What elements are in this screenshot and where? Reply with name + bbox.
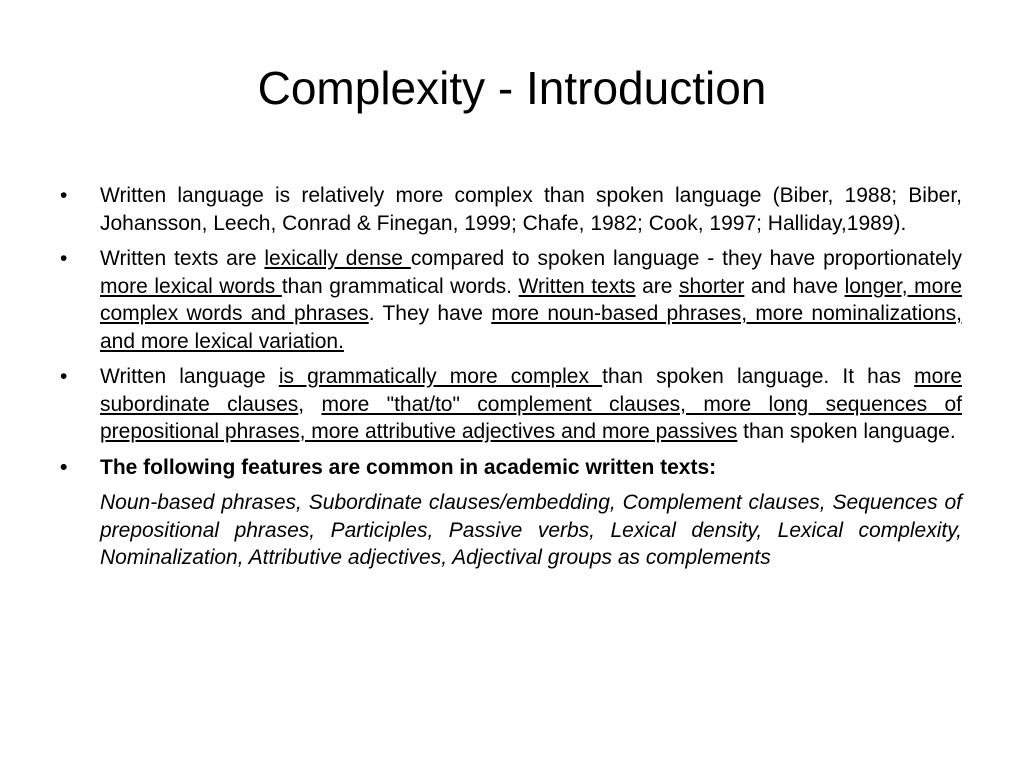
bullet-text: than spoken language. It has	[602, 365, 915, 388]
bullet-dot-icon: •	[60, 247, 68, 270]
bullet-text: . They have	[368, 302, 492, 325]
bullet-text: and have	[744, 274, 845, 298]
underlined-phrase: more "that/to" complement clauses, more long sequences of prepositional phrases, more attributive adjectives and more passives	[100, 392, 962, 443]
underlined-phrase: more subordinate clauses	[100, 365, 963, 416]
bullet-dot-icon: •	[60, 184, 68, 207]
bullet-text: ,	[298, 392, 322, 416]
underlined-phrase: more lexical words	[100, 274, 282, 298]
bullet-item-4	[56, 454, 962, 482]
bullet-text: are	[635, 274, 679, 298]
underlined-phrase: lexically dense	[264, 247, 411, 270]
features-list-text: Noun-based phrases, Subordinate clauses/embedding, Complement clauses, Sequences of prepositional phrases, Participles, Passive verbs, Lexical density, Lexical complexity, Nominalization, Attributive adjectives, Adjectival groups as complements	[100, 491, 962, 569]
bullet-text: compared to spoken language - they have proportionately	[410, 247, 962, 270]
underlined-phrase: is grammatically more complex	[278, 365, 603, 388]
bullet-text: The following features are common in academic written texts:	[100, 455, 717, 479]
bullet-item-2	[56, 245, 962, 355]
underlined-phrase: Written texts	[518, 274, 636, 298]
bullet-text: Written language is relatively more complex than spoken language (Biber, 1988; Biber, Johansson, Leech, Conrad & Finegan, 1999; Chafe, 1982; Cook, 1997; Halliday,1989).	[100, 184, 962, 235]
slide-title: Complexity - Introduction	[257, 62, 767, 114]
bullet-text: than grammatical words.	[281, 274, 519, 298]
bullet-text: Written texts are	[100, 247, 265, 270]
bullet-text: Written language	[100, 365, 279, 388]
underlined-phrase: more noun-based phrases, more nominalizations, and more lexical variation.	[100, 302, 963, 353]
bullet-list	[56, 182, 962, 572]
bullet-item-3	[56, 363, 962, 446]
bullet-text: than spoken language.	[737, 420, 956, 443]
bullet-item-1	[56, 182, 962, 237]
bullet-dot-icon: •	[60, 365, 68, 388]
bullet-dot-icon: •	[60, 455, 68, 479]
underlined-phrase: shorter	[679, 274, 745, 298]
underlined-phrase: longer, more complex words and phrases	[100, 274, 962, 325]
